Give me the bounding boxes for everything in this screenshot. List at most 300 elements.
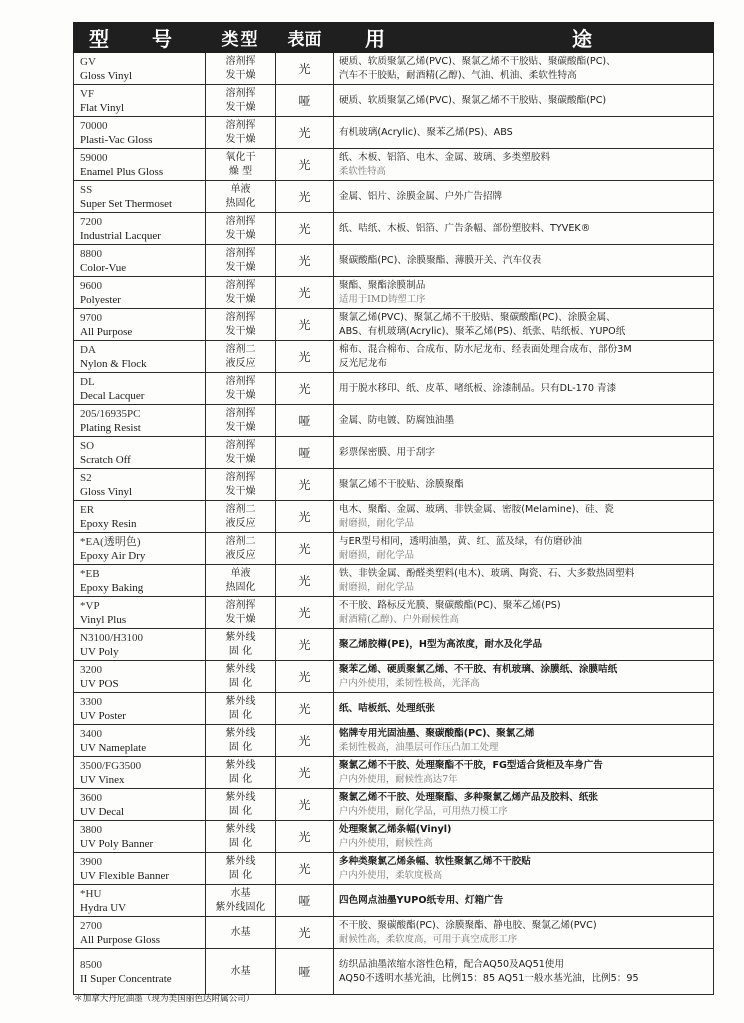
header-type: 类型 (206, 23, 276, 53)
type-cell (206, 693, 276, 725)
use-cell (334, 469, 714, 501)
table-row (74, 821, 714, 853)
model-name: Industrial Lacquer (80, 229, 161, 242)
model-cell (74, 533, 206, 565)
table-row (74, 469, 714, 501)
use-line: 多种类聚氯乙烯条幅、软性聚氯乙烯不干胶贴 (339, 855, 531, 867)
use-line: 纸、木板、铝箔、电木、金属、玻璃、多类塑胶料 (339, 151, 551, 163)
surface-cell: 光 (276, 309, 334, 341)
surface-cell: 光 (276, 597, 334, 629)
surface-cell: 光 (276, 341, 334, 373)
model-code: 3500/FG3500 (80, 759, 142, 772)
surface-cell: 光 (276, 53, 334, 85)
type-cell (206, 885, 276, 917)
surface-cell: 光 (276, 661, 334, 693)
model-cell (74, 309, 206, 341)
surface-cell: 光 (276, 213, 334, 245)
use-line: 不干胶、路标反光膜、聚碳酸酯(PC)、聚苯乙烯(PS) (339, 599, 561, 611)
surface-cell: 光 (276, 565, 334, 597)
type-line: 溶剂二 (225, 535, 256, 547)
model-name: Decal Lacquer (80, 389, 145, 402)
surface-cell: 光 (276, 501, 334, 533)
model-code: 9700 (80, 311, 102, 324)
use-cell (334, 309, 714, 341)
model-cell (74, 693, 206, 725)
type-line: 发干燥 (225, 613, 256, 625)
surface-cell: 哑 (276, 437, 334, 469)
type-line: 紫外线 (225, 823, 256, 835)
type-line: 发干燥 (225, 69, 256, 81)
use-cell (334, 725, 714, 757)
model-cell (74, 85, 206, 117)
surface-cell: 光 (276, 789, 334, 821)
use-cell (334, 405, 714, 437)
model-cell (74, 117, 206, 149)
use-note: 柔韧性极高，油墨层可作压凸加工处理 (339, 741, 499, 753)
type-cell (206, 949, 276, 995)
use-note: 耐磨损，耐化学品 (339, 517, 415, 529)
type-cell (206, 501, 276, 533)
type-cell (206, 597, 276, 629)
model-name: Hydra UV (80, 901, 127, 914)
table-row (74, 149, 714, 181)
table-row (74, 885, 714, 917)
type-cell (206, 437, 276, 469)
model-name: Enamel Plus Gloss (80, 165, 164, 178)
table-row (74, 437, 714, 469)
model-code: ER (80, 503, 95, 516)
type-line: 溶剂挥 (225, 375, 256, 387)
surface-cell: 光 (276, 149, 334, 181)
table-row (74, 629, 714, 661)
use-cell (334, 821, 714, 853)
model-code: VF (80, 87, 95, 100)
model-code: SS (80, 183, 93, 196)
table-row (74, 117, 714, 149)
type-line: 液反应 (225, 517, 256, 529)
type-cell (206, 245, 276, 277)
type-line: 发干燥 (225, 389, 256, 401)
use-cell (334, 437, 714, 469)
type-cell (206, 309, 276, 341)
model-code: 2700 (80, 919, 102, 932)
use-cell (334, 789, 714, 821)
use-line: 棉布、混合棉布、合成布、防水尼龙布、经表面处理合成布、部份3M (339, 343, 632, 355)
type-cell (206, 53, 276, 85)
use-line: 金属、防电镀、防腐蚀油墨 (339, 414, 455, 426)
model-cell (74, 821, 206, 853)
model-code: 59000 (80, 151, 108, 164)
type-line: 溶剂挥 (225, 471, 256, 483)
use-note: 适用于IMD铸塑工序 (339, 293, 426, 305)
table-row (74, 565, 714, 597)
use-line: 铁、非铁金属、酚醛类塑料(电木)、玻璃、陶瓷、石、大多数热固塑料 (339, 567, 635, 579)
type-line: 紫外线 (225, 663, 256, 675)
use-line: 硬质、软质聚氯乙烯(PVC)、聚氯乙烯不干胶贴、聚碳酸酯(PC) (339, 94, 607, 106)
type-cell (206, 661, 276, 693)
use-line: 汽车不干胶贴，耐酒精(乙醇)、气油、机油、柔软性特高 (339, 69, 577, 81)
use-line: 聚酯、聚酯涂膜制品 (339, 279, 426, 291)
table-row (74, 949, 714, 995)
type-cell (206, 277, 276, 309)
type-line: 热固化 (225, 197, 256, 209)
model-name: All Purpose Gloss (80, 933, 161, 946)
model-cell (74, 501, 206, 533)
use-note: 户内外使用，柔韧性极高，光泽高 (339, 677, 480, 689)
model-cell (74, 661, 206, 693)
table-row (74, 661, 714, 693)
type-cell (206, 533, 276, 565)
type-line: 溶剂挥 (225, 407, 256, 419)
model-cell (74, 949, 206, 995)
surface-cell: 光 (276, 533, 334, 565)
use-note: 耐磨损，耐化学品 (339, 549, 415, 561)
use-cell (334, 245, 714, 277)
type-line: 单液 (230, 183, 251, 195)
table-row (74, 725, 714, 757)
model-cell (74, 245, 206, 277)
use-line: 金属、铝片、涂膜金属、户外广告招牌 (339, 190, 503, 202)
type-line: 固 化 (228, 805, 253, 817)
type-line: 溶剂挥 (225, 311, 256, 323)
model-name: UV Poster (80, 709, 126, 722)
model-name: UV Vinex (80, 773, 125, 786)
type-line: 发干燥 (225, 293, 256, 305)
type-cell (206, 85, 276, 117)
use-line: 四色网点油墨YUPO纸专用、灯箱广告 (339, 894, 504, 906)
type-line: 固 化 (228, 741, 253, 753)
type-cell (206, 725, 276, 757)
type-cell (206, 629, 276, 661)
type-cell (206, 565, 276, 597)
type-line: 紫外线 (225, 695, 256, 707)
model-name: UV Nameplate (80, 741, 147, 754)
type-line: 紫外线 (225, 791, 256, 803)
model-cell (74, 629, 206, 661)
type-line: 溶剂挥 (225, 247, 256, 259)
table-row (74, 405, 714, 437)
type-line: 单液 (230, 567, 251, 579)
type-line: 固 化 (228, 869, 253, 881)
type-line: 溶剂挥 (225, 87, 256, 99)
use-line: 聚氯乙烯不干胶贴、涂膜聚酯 (339, 478, 464, 490)
type-line: 紫外线固化 (215, 901, 266, 913)
surface-cell: 光 (276, 821, 334, 853)
type-line: 溶剂挥 (225, 439, 256, 451)
model-cell (74, 885, 206, 917)
use-line: 聚碳酸酯(PC)、涂膜聚酯、薄膜开关、汽车仪表 (339, 254, 542, 266)
surface-cell: 光 (276, 757, 334, 789)
use-cell (334, 885, 714, 917)
use-cell (334, 533, 714, 565)
use-cell (334, 53, 714, 85)
type-line: 固 化 (228, 709, 253, 721)
type-cell (206, 213, 276, 245)
model-name: Epoxy Resin (80, 517, 137, 530)
type-cell (206, 405, 276, 437)
surface-cell: 光 (276, 117, 334, 149)
type-line: 液反应 (225, 357, 256, 369)
type-cell (206, 469, 276, 501)
model-cell (74, 437, 206, 469)
type-line: 热固化 (225, 581, 256, 593)
table-row (74, 853, 714, 885)
model-cell (74, 597, 206, 629)
model-name: UV POS (80, 677, 119, 690)
model-name: Flat Vinyl (80, 101, 125, 114)
model-code: 8500 (80, 958, 102, 971)
model-cell (74, 213, 206, 245)
type-line: 水基 (230, 887, 251, 899)
use-line: 聚苯乙烯、硬质聚氯乙烯、不干胶、有机玻璃、涂膜纸、涂膜咭纸 (339, 663, 618, 675)
type-line: 发干燥 (225, 325, 256, 337)
table-row (74, 789, 714, 821)
table-body (74, 53, 714, 995)
model-code: DL (80, 375, 95, 388)
model-name: Plasti-Vac Gloss (80, 133, 153, 146)
model-cell (74, 405, 206, 437)
use-line: 聚氯乙烯不干胶、处理聚酯、多种聚氯乙烯产品及胶料、纸张 (339, 791, 599, 803)
type-cell (206, 117, 276, 149)
use-line: 纸、咭纸、木板、铝箔、广告条幅、部份塑胶料、TYVEK® (339, 222, 591, 234)
surface-cell: 哑 (276, 885, 334, 917)
type-line: 溶剂挥 (225, 599, 256, 611)
model-name: UV Decal (80, 805, 125, 818)
use-cell (334, 501, 714, 533)
use-cell (334, 949, 714, 995)
surface-cell: 光 (276, 629, 334, 661)
type-line: 发干燥 (225, 229, 256, 241)
use-line: 聚氯乙烯不干胶、处理聚酯不干胶，FG型适合货柜及车身广告 (339, 759, 603, 771)
model-code: 8800 (80, 247, 102, 260)
use-line: 用于脱水移印、纸、皮革、啫纸板、涂漆制品。只有DL-170 青漆 (339, 382, 617, 394)
table-row (74, 757, 714, 789)
type-line: 溶剂挥 (225, 119, 256, 131)
use-cell (334, 565, 714, 597)
model-cell (74, 53, 206, 85)
model-name: Plating Resist (80, 421, 141, 434)
type-line: 溶剂挥 (225, 215, 256, 227)
type-line: 溶剂二 (225, 343, 256, 355)
type-line: 燥 型 (228, 165, 253, 177)
use-cell (334, 341, 714, 373)
header-surface: 表面 (276, 23, 334, 53)
use-cell (334, 277, 714, 309)
model-code: *EA(透明色) (80, 535, 141, 548)
surface-cell: 光 (276, 469, 334, 501)
model-code: S2 (80, 471, 92, 484)
table-row (74, 181, 714, 213)
type-line: 紫外线 (225, 727, 256, 739)
table-row (74, 213, 714, 245)
type-cell (206, 757, 276, 789)
model-name: Super Set Thermoset (80, 197, 173, 210)
use-note: 户内外使用，耐化学品，可用热刀模工序 (339, 805, 508, 817)
model-name: Polyester (80, 293, 121, 306)
surface-cell: 光 (276, 725, 334, 757)
model-code: SO (80, 439, 95, 452)
surface-cell: 哑 (276, 405, 334, 437)
use-cell (334, 661, 714, 693)
type-line: 固 化 (228, 645, 253, 657)
use-line: 处理聚氯乙烯条幅(Vinyl) (339, 823, 452, 835)
use-line: 彩票保密膜、用于刮字 (339, 446, 435, 458)
use-cell (334, 917, 714, 949)
use-line: 聚氯乙烯(PVC)、聚氯乙烯不干胶贴、聚碳酸酯(PC)、涂膜金属、 (339, 311, 616, 323)
model-cell (74, 341, 206, 373)
model-code: 3300 (80, 695, 102, 708)
use-line: 聚乙烯胶樽(PE)，H型为高浓度，耐水及化学品 (339, 638, 543, 650)
use-line: 铭牌专用光固油墨、聚碳酸酯(PC)、聚氯乙烯 (339, 727, 535, 739)
model-code: *VP (80, 599, 100, 612)
type-line: 固 化 (228, 837, 253, 849)
use-cell (334, 629, 714, 661)
table-row (74, 245, 714, 277)
model-code: *HU (80, 887, 102, 900)
model-name: Gloss Vinyl (80, 69, 133, 82)
use-line: AQ50不透明水基光油，比例15：85 AQ51一般水基光油，比例5：95 (339, 972, 639, 984)
use-note: 耐磨损，耐化学品 (339, 581, 415, 593)
model-name: UV Poly Banner (80, 837, 154, 850)
surface-cell: 光 (276, 245, 334, 277)
table-row (74, 597, 714, 629)
footnote: ＊加拿大丹尼油墨（现为美国丽色达附属公司） (74, 994, 255, 1004)
type-line: 发干燥 (225, 421, 256, 433)
use-note: 耐候性高，柔软度高，可用于真空成形工序 (339, 933, 518, 945)
model-code: 3200 (80, 663, 102, 676)
model-name: Epoxy Air Dry (80, 549, 146, 562)
model-code: 3900 (80, 855, 102, 868)
type-cell (206, 181, 276, 213)
model-cell (74, 789, 206, 821)
type-line: 溶剂挥 (225, 279, 256, 291)
model-code: N3100/H3100 (80, 631, 143, 644)
type-line: 紫外线 (225, 759, 256, 771)
model-code: *EB (80, 567, 100, 580)
model-code: 7200 (80, 215, 102, 228)
type-line: 水基 (230, 926, 251, 938)
type-line: 溶剂挥 (225, 55, 256, 67)
ink-spec-table (73, 22, 714, 995)
table-header-row (74, 23, 714, 53)
table-row (74, 53, 714, 85)
type-line: 溶剂二 (225, 503, 256, 515)
type-line: 发干燥 (225, 101, 256, 113)
use-note: 柔软性特高 (339, 165, 386, 177)
type-cell (206, 149, 276, 181)
model-name: Nylon & Flock (80, 357, 147, 370)
model-cell (74, 277, 206, 309)
surface-cell: 光 (276, 693, 334, 725)
use-cell (334, 149, 714, 181)
model-name: Gloss Vinyl (80, 485, 133, 498)
model-cell (74, 725, 206, 757)
model-code: 70000 (80, 119, 108, 132)
use-cell (334, 181, 714, 213)
header-model: 型 号 (74, 23, 206, 53)
type-line: 液反应 (225, 549, 256, 561)
use-line: 与ER型号相同，透明油墨，黄、红、蓝及绿，有仿磨砂油 (339, 535, 582, 547)
type-line: 发干燥 (225, 133, 256, 145)
surface-cell: 光 (276, 373, 334, 405)
use-cell (334, 117, 714, 149)
use-note: 户内外使用，柔软度极高 (339, 869, 443, 881)
header-use: 用 途 (334, 23, 714, 53)
model-name: All Purpose (80, 325, 133, 338)
model-code: DA (80, 343, 96, 356)
type-cell (206, 821, 276, 853)
model-code: 9600 (80, 279, 102, 292)
model-name: Epoxy Baking (80, 581, 144, 594)
surface-cell: 光 (276, 853, 334, 885)
model-cell (74, 853, 206, 885)
table-row (74, 693, 714, 725)
model-name: UV Poly (80, 645, 119, 658)
model-code: GV (80, 55, 96, 68)
use-cell (334, 853, 714, 885)
model-cell (74, 181, 206, 213)
surface-cell: 哑 (276, 85, 334, 117)
model-code: 205/16935PC (80, 407, 141, 420)
use-cell (334, 373, 714, 405)
type-line: 水基 (230, 965, 251, 977)
model-cell (74, 565, 206, 597)
use-cell (334, 597, 714, 629)
model-name: Scratch Off (80, 453, 131, 466)
ink-spec-table-container (73, 22, 713, 995)
model-name: Color-Vue (80, 261, 127, 274)
use-line: 纸、咭板纸、处理纸张 (339, 702, 435, 714)
model-cell (74, 149, 206, 181)
type-cell (206, 917, 276, 949)
model-code: 3800 (80, 823, 102, 836)
table-row (74, 533, 714, 565)
type-line: 发干燥 (225, 261, 256, 273)
model-cell (74, 373, 206, 405)
type-line: 固 化 (228, 677, 253, 689)
model-cell (74, 757, 206, 789)
model-name: II Super Concentrate (80, 972, 172, 985)
type-line: 氧化干 (225, 151, 256, 163)
model-code: 3600 (80, 791, 102, 804)
type-cell (206, 853, 276, 885)
type-line: 紫外线 (225, 631, 256, 643)
type-line: 发干燥 (225, 453, 256, 465)
table-row (74, 917, 714, 949)
type-cell (206, 373, 276, 405)
use-line: 有机玻璃(Acrylic)、聚苯乙烯(PS)、ABS (339, 126, 513, 138)
model-name: Vinyl Plus (80, 613, 127, 626)
use-cell (334, 757, 714, 789)
use-line: 不干胶、聚碳酸酯(PC)、涂膜聚酯、静电胶、聚氯乙烯(PVC) (339, 919, 597, 931)
use-cell (334, 693, 714, 725)
table-row (74, 373, 714, 405)
surface-cell: 光 (276, 277, 334, 309)
table-row (74, 501, 714, 533)
type-cell (206, 341, 276, 373)
use-note: 户内外使用，耐候性高达7年 (339, 773, 458, 785)
surface-cell: 光 (276, 181, 334, 213)
type-line: 紫外线 (225, 855, 256, 867)
model-cell (74, 469, 206, 501)
surface-cell: 哑 (276, 949, 334, 995)
type-line: 固 化 (228, 773, 253, 785)
model-cell (74, 917, 206, 949)
model-name: UV Flexible Banner (80, 869, 170, 882)
surface-cell: 光 (276, 917, 334, 949)
use-note: 户内外使用，耐候性高 (339, 837, 433, 849)
use-cell (334, 85, 714, 117)
